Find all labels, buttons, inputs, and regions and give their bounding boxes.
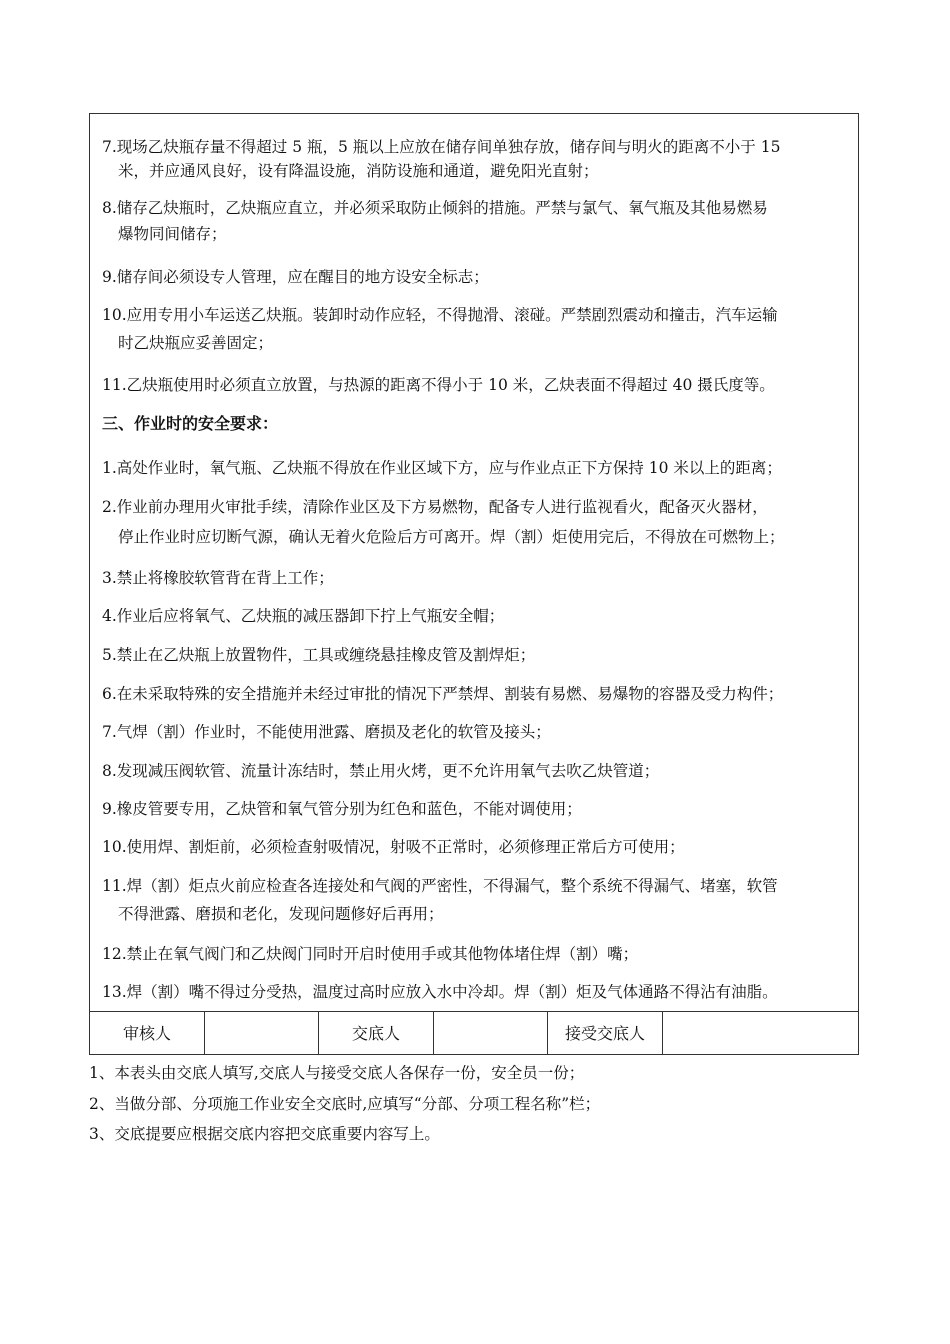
storage-item-7-line-2: 米，并应通风良好，设有降温设施，消防设施和通道，避免阳光直射；	[118, 162, 599, 180]
rule-item-2-line-2: 停止作业时应切断气源，确认无着火危险后方可离开。焊（割）炬使用完后，不得放在可燃物上；	[118, 528, 785, 546]
rule-item-10: 10.使用焊、割炬前，必须检查射吸情况，射吸不正常时，必须修理正常后方可使用；	[102, 838, 685, 856]
rule-item-1: 1.高处作业时，氧气瓶、乙炔瓶不得放在作业区域下方，应与作业点正下方保持 10 米以上的距离；	[102, 459, 782, 477]
footnote-3: 3、交底提要应根据交底内容把交底重要内容写上。	[89, 1125, 440, 1143]
storage-item-7-line-1: 7.现场乙炔瓶存量不得超过 5 瓶，5 瓶以上应放在储存间单独存放，储存间与明火的距离不小于 15	[102, 138, 781, 156]
footnote-2: 2、当做分部、分项施工作业安全交底时,应填写“分部、分项工程名称”栏；	[89, 1095, 601, 1113]
rule-item-8: 8.发现减压阀软管、流量计冻结时，禁止用火烤，更不允许用氧气去吹乙炔管道；	[102, 762, 660, 780]
rule-item-3: 3.禁止将橡胶软管背在背上工作；	[102, 569, 334, 587]
rule-item-12: 12.禁止在氧气阀门和乙炔阀门同时开启时使用手或其他物体堵住焊（割）嘴；	[102, 945, 639, 963]
storage-item-8-line-1: 8.储存乙炔瓶时，乙炔瓶应直立，并必须采取防止倾斜的措施。严禁与氯气、氧气瓶及其他易燃易	[102, 199, 768, 217]
rule-item-5: 5.禁止在乙炔瓶上放置物件，工具或缠绕悬挂橡皮管及割焊炬；	[102, 646, 536, 664]
rule-item-11-line-2: 不得泄露、磨损和老化，发现问题修好后再用；	[118, 905, 444, 923]
section-3-heading: 三、作业时的安全要求：	[102, 414, 279, 433]
rule-item-4: 4.作业后应将氧气、乙炔瓶的减压器卸下拧上气瓶安全帽；	[102, 607, 505, 625]
discloser-label: 交底人	[319, 1011, 434, 1054]
storage-item-11: 11.乙炔瓶使用时必须直立放置，与热源的距离不得小于 10 米，乙炔表面不得超过 40 摄氏度等。	[102, 376, 775, 394]
rule-item-11-line-1: 11.焊（割）炬点火前应检查各连接处和气阀的严密性，不得漏气，整个系统不得漏气、堵塞，软管	[102, 877, 778, 895]
reviewer-label: 审核人	[90, 1011, 205, 1054]
receiver-field[interactable]	[663, 1011, 858, 1054]
disclosure-content	[90, 114, 858, 1012]
storage-item-10-line-1: 10.应用专用小车运送乙炔瓶。装卸时动作应轻，不得抛滑、滚碰。严禁剧烈震动和撞击，汽车运输	[102, 306, 778, 324]
receiver-label: 接受交底人	[548, 1011, 663, 1054]
discloser-field[interactable]	[434, 1011, 548, 1054]
signature-row	[90, 1011, 858, 1054]
storage-item-8-line-2: 爆物同间储存；	[118, 225, 227, 243]
rule-item-6: 6.在未采取特殊的安全措施并未经过审批的情况下严禁焊、割装有易燃、易爆物的容器及受力构件；	[102, 685, 784, 703]
rule-item-13: 13.焊（割）嘴不得过分受热，温度过高时应放入水中冷却。焊（割）炬及气体通路不得沾有油脂。	[102, 983, 778, 1001]
rule-item-7: 7.气焊（割）作业时，不能使用泄露、磨损及老化的软管及接头；	[102, 723, 551, 741]
rule-item-9: 9.橡皮管要专用，乙炔管和氧气管分别为红色和蓝色，不能对调使用；	[102, 800, 582, 818]
footnote-1: 1、本表头由交底人填写,交底人与接受交底人各保存一份，安全员一份；	[89, 1064, 585, 1082]
rule-item-2-line-1: 2.作业前办理用火审批手续，清除作业区及下方易燃物，配备专人进行监视看火，配备灭火器材，	[102, 498, 768, 516]
reviewer-field[interactable]	[205, 1011, 319, 1054]
storage-item-9: 9.储存间必须设专人管理，应在醒目的地方设安全标志；	[102, 268, 489, 286]
storage-item-10-line-2: 时乙炔瓶应妥善固定；	[118, 334, 274, 352]
disclosure-table	[89, 113, 859, 1055]
